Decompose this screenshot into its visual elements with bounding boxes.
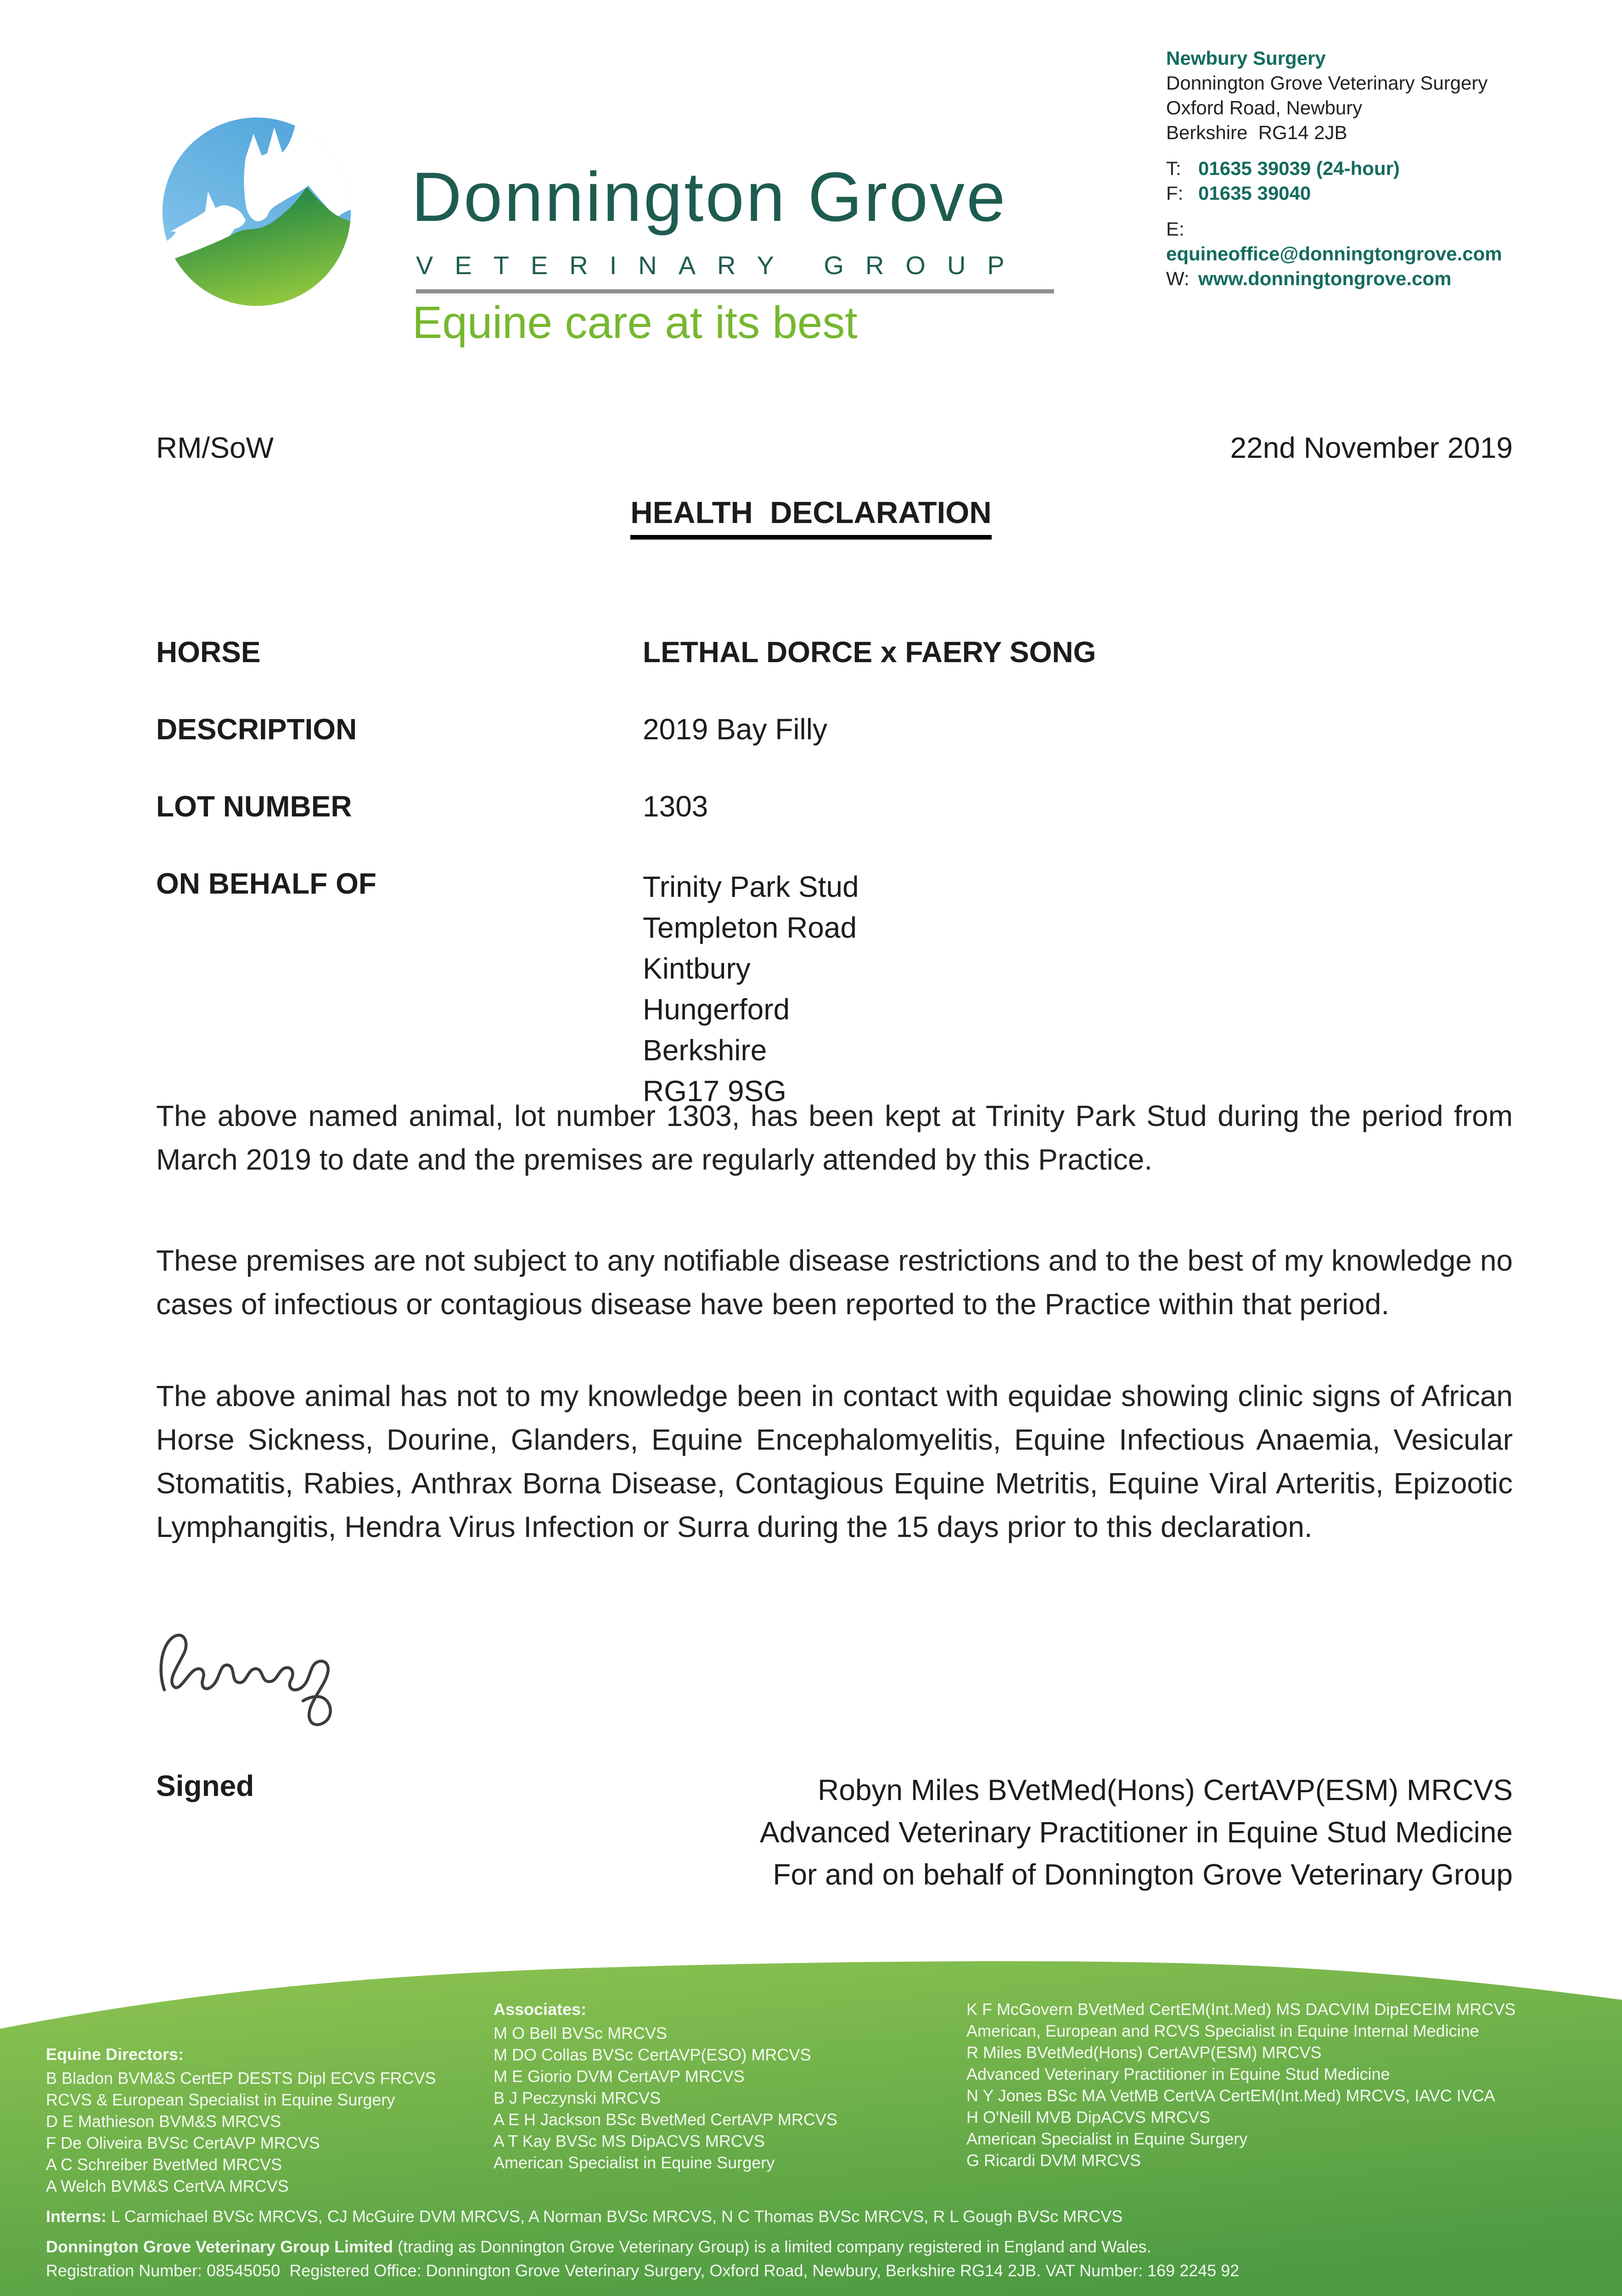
equine-directors-list <box>46 2067 505 2197</box>
interns-label: Interns: <box>46 2207 107 2226</box>
phone-label: T: <box>1166 158 1181 179</box>
lot-number-value: 1303 <box>643 790 708 823</box>
address-line: RG17 9SG <box>643 1075 787 1108</box>
associate-item: M DO Collas BVSc CertAVP(ESO) MRCVS <box>494 2045 811 2064</box>
page-title: HEALTH DECLARATION <box>630 495 992 540</box>
handwritten-signature <box>152 1603 367 1733</box>
contact-address-line: Berkshire RG14 2JB <box>1166 122 1347 143</box>
on-behalf-of-label: ON BEHALF OF <box>156 867 376 900</box>
associates-heading: Associates: <box>494 2000 587 2019</box>
logo-wordmark: Donnington Grove <box>411 158 1007 236</box>
meta-row <box>156 431 1513 465</box>
specialist-item: American, European and RCVS Specialist in Equine Internal Medicine <box>966 2021 1479 2040</box>
reference-code: RM/SoW <box>156 431 274 464</box>
signatory-behalf: For and on behalf of Donnington Grove Veterinary Group <box>773 1858 1513 1891</box>
title-row <box>0 495 1622 540</box>
associate-item: M O Bell BVSc MRCVS <box>494 2024 668 2043</box>
email-row <box>1166 217 1533 266</box>
phone-number: 01635 39039 (24-hour) <box>1198 158 1400 179</box>
signatory-name: Robyn Miles BVetMed(Hons) CertAVP(ESM) MRCVS <box>818 1773 1513 1806</box>
specialist-item: Advanced Veterinary Practitioner in Equine Stud Medicine <box>966 2065 1390 2083</box>
address-line: Hungerford <box>643 993 790 1026</box>
specialist-item: N Y Jones BSc MA VetMB CertVA CertEM(Int.Med) MRCVS, IAVC IVCA <box>966 2086 1495 2105</box>
interns-names: L Carmichael BVSc MRCVS, CJ McGuire DVM MRCVS, A Norman BVSc MRCVS, N C Thomas BVSc MRCVS, R L Gough BVSc MRCVS <box>107 2207 1123 2226</box>
logo-divider <box>416 289 1054 293</box>
associate-item: M E Giorio DVM CertAVP MRCVS <box>494 2067 745 2086</box>
director-item: F De Oliveira BVSc CertAVP MRCVS <box>46 2133 320 2152</box>
lot-number-label: LOT NUMBER <box>156 790 352 823</box>
associate-item: A E H Jackson BSc BvetMed CertAVP MRCVS <box>494 2110 837 2129</box>
specialist-item: American Specialist in Equine Surgery <box>966 2129 1248 2148</box>
email-link[interactable]: equineoffice@donningtongrove.com <box>1166 243 1502 264</box>
specialist-item: G Ricardi DVM MRCVS <box>966 2151 1141 2170</box>
declaration-paragraph: The above named animal, lot number 1303, has been kept at Trinity Park Stud during the period from March 2019 to date and the premises are regularly attended by this Practice. <box>156 1099 1513 1176</box>
signed-label: Signed <box>156 1769 254 1802</box>
associate-item: B J Peczynski MRCVS <box>494 2088 661 2107</box>
on-behalf-of-address <box>643 867 859 1112</box>
registration-line: Registration Number: 08545050 Registered Office: Donnington Grove Veterinary Surgery, Oxford Road, Newbury, Berkshire RG14 2JB. VAT Number: 169 2245 92 <box>46 2261 1240 2280</box>
company-line <box>46 2237 1579 2257</box>
director-item: RCVS & European Specialist in Equine Surgery <box>46 2090 395 2109</box>
associates-list <box>494 2022 966 2173</box>
director-item: A C Schreiber BvetMed MRCVS <box>46 2155 282 2174</box>
web-row <box>1166 266 1533 291</box>
signatory-block <box>551 1769 1513 1896</box>
director-item: B Bladon BVM&S CertEP DESTS Dipl ECVS FRCVS <box>46 2069 436 2088</box>
fax-number: 01635 39040 <box>1198 182 1311 204</box>
description-label: DESCRIPTION <box>156 713 357 746</box>
description-value: 2019 Bay Filly <box>643 713 827 746</box>
director-item: A Welch BVM&S CertVA MRCVS <box>46 2177 289 2195</box>
phone-row <box>1166 156 1533 181</box>
fax-row <box>1166 181 1533 206</box>
document-date: 22nd November 2019 <box>1230 431 1513 464</box>
logo-subtitle: VETERINARY GROUP <box>416 251 1026 280</box>
equine-directors-heading: Equine Directors: <box>46 2045 184 2064</box>
address-line: Trinity Park Stud <box>643 870 859 903</box>
contact-address-line: Donnington Grove Veterinary Surgery <box>1166 72 1488 94</box>
web-label: W: <box>1166 268 1190 289</box>
company-description: (trading as Donnington Grove Veterinary Group) is a limited company registered in England and Wales. <box>393 2237 1151 2256</box>
associate-item: American Specialist in Equine Surgery <box>494 2153 775 2172</box>
specialist-item: R Miles BVetMed(Hons) CertAVP(ESM) MRCVS <box>966 2043 1322 2062</box>
horses-in-circle-icon <box>153 116 360 310</box>
specialist-item: H O'Neill MVB DipACVS MRCVS <box>966 2108 1210 2127</box>
horse-label: HORSE <box>156 636 261 669</box>
email-label: E: <box>1166 218 1184 240</box>
contact-block <box>1166 46 1533 291</box>
interns-line <box>46 2207 1579 2226</box>
surgery-name: Newbury Surgery <box>1166 47 1326 69</box>
specialists-list <box>966 1998 1618 2171</box>
signatory-role: Advanced Veterinary Practitioner in Equine Stud Medicine <box>759 1816 1513 1849</box>
declaration-paragraph: The above animal has not to my knowledge been in contact with equidae showing clinic signs of African Horse Sickness, Dourine, Glanders, Equine Encephalomyelitis, Equine Infectious Anaemia, Vesicular Stomatitis, Rabies, Anthrax Borna Disease, Contagious Equine Metritis, Equine Viral Arteritis, Epizootic Lymphangitis, Hendra Virus Infection or Surra during the 15 days prior to this declaration. <box>156 1379 1513 1543</box>
address-line: Berkshire <box>643 1034 767 1067</box>
address-line: Templeton Road <box>643 911 857 944</box>
website-link[interactable]: www.donningtongrove.com <box>1198 268 1452 289</box>
associate-item: A T Kay BVSc MS DipACVS MRCVS <box>494 2132 765 2150</box>
director-item: D E Mathieson BVM&S MRCVS <box>46 2112 281 2131</box>
specialist-item: K F McGovern BVetMed CertEM(Int.Med) MS DACVIM DipECEIM MRCVS <box>966 2000 1516 2019</box>
address-line: Kintbury <box>643 952 751 985</box>
logo-tagline: Equine care at its best <box>412 297 858 348</box>
fax-label: F: <box>1166 182 1184 204</box>
declaration-paragraph: These premises are not subject to any notifiable disease restrictions and to the best of my knowledge no cases of infectious or contagious disease have been reported to the Practice within that period. <box>156 1244 1513 1321</box>
horse-value: LETHAL DORCE x FAERY SONG <box>643 636 1096 669</box>
contact-address-line: Oxford Road, Newbury <box>1166 97 1363 118</box>
company-name: Donnington Grove Veterinary Group Limited <box>46 2237 393 2256</box>
